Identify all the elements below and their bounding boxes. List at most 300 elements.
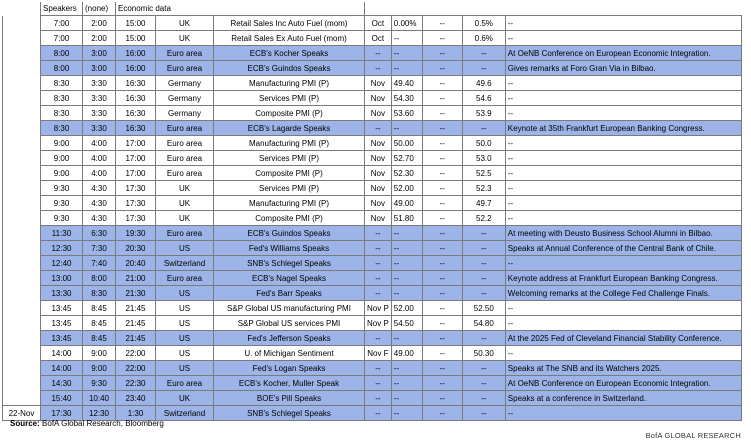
table-row [3, 211, 742, 226]
bofa-cell: -- [422, 211, 462, 226]
time-ny-cell: 7:40 [83, 256, 116, 271]
consensus-cell: -- [462, 406, 505, 421]
actual-cell: -- [391, 31, 422, 46]
bofa-cell: -- [422, 121, 462, 136]
bofa-cell: -- [422, 406, 462, 421]
consensus-cell: 50.30 [462, 346, 505, 361]
note-cell: Speaks at Annual Conference of the Central Bank of Chile. [505, 241, 741, 256]
consensus-cell: -- [462, 286, 505, 301]
table-row [3, 391, 742, 406]
bofa-cell: -- [422, 286, 462, 301]
date-cell [3, 346, 41, 361]
note-cell: -- [505, 166, 741, 181]
date-cell [3, 286, 41, 301]
period-cell: -- [365, 241, 392, 256]
source-text: BofA Global Research, Bloomberg [42, 419, 164, 428]
table-row [3, 31, 742, 46]
note-cell: -- [505, 346, 741, 361]
consensus-cell: 53.9 [462, 106, 505, 121]
time-gmt-cell: 9:30 [41, 196, 83, 211]
event-cell: Fed's Jefferson Speaks [214, 331, 365, 346]
actual-cell: 52.00 [391, 181, 422, 196]
actual-cell: 52.70 [391, 151, 422, 166]
consensus-cell: 50.0 [462, 136, 505, 151]
date-cell [3, 241, 41, 256]
period-cell: -- [365, 46, 392, 61]
period-cell: Nov F [365, 346, 392, 361]
note-cell: -- [505, 31, 741, 46]
event-cell: Manufacturing PMI (P) [214, 196, 365, 211]
date-cell: 22-Nov [3, 406, 41, 421]
period-cell: Nov [365, 211, 392, 226]
region-cell: Euro area [156, 61, 214, 76]
period-cell: Nov [365, 136, 392, 151]
consensus-cell: -- [462, 256, 505, 271]
consensus-cell: -- [462, 121, 505, 136]
date-cell [3, 331, 41, 346]
table-row [3, 316, 742, 331]
region-cell: Germany [156, 76, 214, 91]
time-hk-cell: 16:30 [116, 106, 156, 121]
date-cell [3, 106, 41, 121]
note-cell: -- [505, 301, 741, 316]
time-ny-cell: 3:30 [83, 106, 116, 121]
region-cell: Switzerland [156, 406, 214, 421]
consensus-cell: -- [462, 226, 505, 241]
note-cell: Keynote address at Frankfurt European Banking Congress. [505, 271, 741, 286]
consensus-cell: 52.3 [462, 181, 505, 196]
table-row [3, 76, 742, 91]
actual-cell: 50.00 [391, 136, 422, 151]
time-hk-cell: 16:00 [116, 61, 156, 76]
period-cell: Nov P [365, 316, 392, 331]
table-row [3, 226, 742, 241]
table-row [3, 301, 742, 316]
note-cell: Speaks at a conference in Switzerland. [505, 391, 741, 406]
note-cell: -- [505, 211, 741, 226]
brand-footer: BofA GLOBAL RESEARCH [645, 431, 741, 440]
table-row [3, 61, 742, 76]
time-ny-cell: 9:30 [83, 376, 116, 391]
actual-cell: 49.40 [391, 76, 422, 91]
region-cell: UK [156, 16, 214, 31]
consensus-cell: 49.6 [462, 76, 505, 91]
time-gmt-cell: 13:45 [41, 331, 83, 346]
event-cell: ECB's Guindos Speaks [214, 61, 365, 76]
date-cell [3, 31, 41, 46]
time-hk-cell: 21:30 [116, 286, 156, 301]
time-hk-cell: 16:30 [116, 91, 156, 106]
date-cell [3, 301, 41, 316]
time-hk-cell: 21:00 [116, 271, 156, 286]
bofa-cell: -- [422, 226, 462, 241]
event-cell: Composite PMI (P) [214, 166, 365, 181]
time-hk-cell: 17:00 [116, 136, 156, 151]
time-gmt-cell: 9:00 [41, 151, 83, 166]
actual-cell: -- [391, 376, 422, 391]
period-cell: -- [365, 121, 392, 136]
date-cell [3, 391, 41, 406]
region-cell: Euro area [156, 46, 214, 61]
actual-cell: 52.30 [391, 166, 422, 181]
consensus-cell: -- [462, 46, 505, 61]
region-cell: UK [156, 181, 214, 196]
header-blank [3, 2, 41, 16]
region-cell: Euro area [156, 136, 214, 151]
table-row [3, 106, 742, 121]
consensus-cell: 52.50 [462, 301, 505, 316]
time-gmt-cell: 14:00 [41, 361, 83, 376]
consensus-cell: -- [462, 271, 505, 286]
date-cell [3, 271, 41, 286]
time-hk-cell: 17:00 [116, 151, 156, 166]
note-cell: Speaks at The SNB and its Watchers 2025. [505, 361, 741, 376]
time-ny-cell: 7:30 [83, 241, 116, 256]
time-hk-cell: 21:45 [116, 331, 156, 346]
time-gmt-cell: 14:30 [41, 376, 83, 391]
event-cell: Manufacturing PMI (P) [214, 76, 365, 91]
time-hk-cell: 15:00 [116, 16, 156, 31]
time-ny-cell: 8:45 [83, 331, 116, 346]
region-cell: Euro area [156, 271, 214, 286]
table-row [3, 346, 742, 361]
time-gmt-cell: 13:00 [41, 271, 83, 286]
note-cell: -- [505, 316, 741, 331]
region-cell: Euro area [156, 226, 214, 241]
period-cell: -- [365, 286, 392, 301]
note-cell: -- [505, 106, 741, 121]
table-row [3, 361, 742, 376]
actual-cell: -- [391, 271, 422, 286]
region-cell: US [156, 286, 214, 301]
period-cell: -- [365, 331, 392, 346]
time-ny-cell: 4:00 [83, 166, 116, 181]
date-cell [3, 226, 41, 241]
actual-cell: -- [391, 241, 422, 256]
time-hk-cell: 19:30 [116, 226, 156, 241]
region-cell: UK [156, 391, 214, 406]
event-cell: BOE's Pill Speaks [214, 391, 365, 406]
time-ny-cell: 3:30 [83, 76, 116, 91]
region-cell: US [156, 301, 214, 316]
note-cell: -- [505, 136, 741, 151]
consensus-cell: 52.5 [462, 166, 505, 181]
table-row [3, 331, 742, 346]
period-cell: Nov P [365, 301, 392, 316]
date-cell [3, 61, 41, 76]
time-hk-cell: 16:00 [116, 46, 156, 61]
region-cell: Euro area [156, 376, 214, 391]
bofa-cell: -- [422, 76, 462, 91]
table-row [3, 241, 742, 256]
note-cell: Welcoming remarks at the College Fed Challenge Finals. [505, 286, 741, 301]
date-cell [3, 151, 41, 166]
note-cell: At meeting with Deusto Business School Alumni in Bilbao. [505, 226, 741, 241]
bofa-cell: -- [422, 196, 462, 211]
bofa-cell: -- [422, 31, 462, 46]
bofa-cell: -- [422, 181, 462, 196]
time-hk-cell: 20:40 [116, 256, 156, 271]
time-ny-cell: 4:30 [83, 181, 116, 196]
time-ny-cell: 4:30 [83, 196, 116, 211]
note-cell: Keynote at 35th Frankfurt European Banking Congress. [505, 121, 741, 136]
time-ny-cell: 12:30 [83, 406, 116, 421]
actual-cell: 51.80 [391, 211, 422, 226]
actual-cell: 53.60 [391, 106, 422, 121]
consensus-cell: 49.7 [462, 196, 505, 211]
event-cell: ECB's Lagarde Speaks [214, 121, 365, 136]
source-note [10, 419, 164, 428]
event-cell: U. of Michigan Sentiment [214, 346, 365, 361]
region-cell: Germany [156, 106, 214, 121]
period-cell: Nov [365, 91, 392, 106]
bofa-cell: -- [422, 271, 462, 286]
date-cell [3, 91, 41, 106]
time-ny-cell: 8:45 [83, 301, 116, 316]
consensus-cell: 0.6% [462, 31, 505, 46]
time-gmt-cell: 8:30 [41, 91, 83, 106]
event-cell: ECB's Guindos Speaks [214, 226, 365, 241]
period-cell: -- [365, 271, 392, 286]
time-gmt-cell: 9:00 [41, 136, 83, 151]
period-cell: Nov [365, 181, 392, 196]
time-hk-cell: 17:30 [116, 181, 156, 196]
period-cell: -- [365, 361, 392, 376]
time-hk-cell: 17:30 [116, 196, 156, 211]
region-cell: US [156, 316, 214, 331]
consensus-cell: -- [462, 376, 505, 391]
region-cell: US [156, 346, 214, 361]
consensus-cell: 53.0 [462, 151, 505, 166]
region-cell: Euro area [156, 166, 214, 181]
table-body [3, 2, 742, 421]
period-cell: Nov [365, 106, 392, 121]
bofa-cell: -- [422, 256, 462, 271]
time-ny-cell: 3:00 [83, 61, 116, 76]
time-ny-cell: 10:40 [83, 391, 116, 406]
consensus-cell: -- [462, 61, 505, 76]
date-cell [3, 211, 41, 226]
time-ny-cell: 3:00 [83, 46, 116, 61]
time-ny-cell: 4:00 [83, 151, 116, 166]
time-gmt-cell: 7:00 [41, 16, 83, 31]
header-row [3, 2, 742, 16]
table-row [3, 166, 742, 181]
table-row [3, 196, 742, 211]
event-cell: Composite PMI (P) [214, 106, 365, 121]
time-ny-cell: 8:30 [83, 286, 116, 301]
period-cell: -- [365, 406, 392, 421]
table-row [3, 181, 742, 196]
event-cell: Fed's Barr Speaks [214, 286, 365, 301]
actual-cell: -- [391, 256, 422, 271]
bofa-cell: -- [422, 151, 462, 166]
table-row [3, 16, 742, 31]
consensus-cell: 52.2 [462, 211, 505, 226]
region-cell: Euro area [156, 121, 214, 136]
date-cell [3, 166, 41, 181]
header-filler [365, 2, 742, 16]
time-ny-cell: 2:00 [83, 16, 116, 31]
period-cell: -- [365, 61, 392, 76]
time-ny-cell: 8:00 [83, 271, 116, 286]
table-row [3, 256, 742, 271]
time-ny-cell: 9:00 [83, 346, 116, 361]
actual-cell: -- [391, 46, 422, 61]
table-row [3, 376, 742, 391]
bofa-cell: -- [422, 106, 462, 121]
actual-cell: 49.00 [391, 346, 422, 361]
actual-cell: 0.00% [391, 16, 422, 31]
date-cell [3, 361, 41, 376]
time-gmt-cell: 12:30 [41, 241, 83, 256]
date-cell [3, 121, 41, 136]
time-hk-cell: 16:30 [116, 121, 156, 136]
time-gmt-cell: 8:00 [41, 46, 83, 61]
header-none: (none) [83, 2, 116, 16]
region-cell: US [156, 241, 214, 256]
event-cell: S&P Global US manufacturing PMI [214, 301, 365, 316]
time-hk-cell: 15:00 [116, 31, 156, 46]
note-cell: -- [505, 91, 741, 106]
actual-cell: -- [391, 61, 422, 76]
time-hk-cell: 21:45 [116, 316, 156, 331]
source-label: Source: [10, 419, 40, 428]
region-cell: UK [156, 196, 214, 211]
table-row [3, 136, 742, 151]
bofa-cell: -- [422, 241, 462, 256]
date-cell [3, 16, 41, 31]
time-ny-cell: 6:30 [83, 226, 116, 241]
event-cell: Services PMI (P) [214, 151, 365, 166]
actual-cell: -- [391, 406, 422, 421]
event-cell: ECB's Nagel Speaks [214, 271, 365, 286]
economic-calendar-table [2, 2, 742, 421]
bofa-cell: -- [422, 61, 462, 76]
bofa-cell: -- [422, 301, 462, 316]
date-cell [3, 46, 41, 61]
actual-cell: -- [391, 331, 422, 346]
bofa-cell: -- [422, 331, 462, 346]
time-gmt-cell: 8:30 [41, 76, 83, 91]
table-row [3, 46, 742, 61]
event-cell: Retail Sales Ex Auto Fuel (mom) [214, 31, 365, 46]
region-cell: Switzerland [156, 256, 214, 271]
time-hk-cell: 22:00 [116, 361, 156, 376]
actual-cell: 52.00 [391, 301, 422, 316]
time-hk-cell: 20:30 [116, 241, 156, 256]
actual-cell: 49.00 [391, 196, 422, 211]
note-cell: At OeNB Conference on European Economic Integration. [505, 46, 741, 61]
time-gmt-cell: 8:00 [41, 61, 83, 76]
date-cell [3, 181, 41, 196]
time-gmt-cell: 11:30 [41, 226, 83, 241]
consensus-cell: 54.80 [462, 316, 505, 331]
date-cell [3, 376, 41, 391]
actual-cell: -- [391, 121, 422, 136]
time-gmt-cell: 12:40 [41, 256, 83, 271]
note-cell: Gives remarks at Foro Gran Via in Bilbao. [505, 61, 741, 76]
header-economic-data: Economic data [116, 2, 365, 16]
table-row [3, 271, 742, 286]
region-cell: US [156, 331, 214, 346]
time-hk-cell: 17:00 [116, 166, 156, 181]
bofa-cell: -- [422, 361, 462, 376]
table-row [3, 151, 742, 166]
note-cell: -- [505, 256, 741, 271]
note-cell: -- [505, 76, 741, 91]
region-cell: UK [156, 31, 214, 46]
event-cell: Retail Sales Inc Auto Fuel (mom) [214, 16, 365, 31]
consensus-cell: -- [462, 391, 505, 406]
time-hk-cell: 1:30 [116, 406, 156, 421]
time-gmt-cell: 8:30 [41, 121, 83, 136]
consensus-cell: -- [462, 241, 505, 256]
note-cell: At OeNB Conference on European Economic Integration. [505, 376, 741, 391]
table-row [3, 91, 742, 106]
actual-cell: -- [391, 391, 422, 406]
bofa-cell: -- [422, 316, 462, 331]
event-cell: ECB's Kocher, Muller Speak [214, 376, 365, 391]
bofa-cell: -- [422, 346, 462, 361]
event-cell: Services PMI (P) [214, 181, 365, 196]
date-cell [3, 256, 41, 271]
consensus-cell: -- [462, 331, 505, 346]
period-cell: -- [365, 226, 392, 241]
event-cell: Services PMI (P) [214, 91, 365, 106]
time-gmt-cell: 14:00 [41, 346, 83, 361]
event-cell: SNB's Schlegel Speaks [214, 256, 365, 271]
period-cell: -- [365, 391, 392, 406]
period-cell: -- [365, 256, 392, 271]
time-gmt-cell: 15:40 [41, 391, 83, 406]
region-cell: US [156, 361, 214, 376]
region-cell: Euro area [156, 151, 214, 166]
time-ny-cell: 8:45 [83, 316, 116, 331]
time-ny-cell: 4:30 [83, 211, 116, 226]
time-gmt-cell: 9:00 [41, 166, 83, 181]
time-gmt-cell: 17:30 [41, 406, 83, 421]
actual-cell: -- [391, 226, 422, 241]
region-cell: Germany [156, 91, 214, 106]
time-gmt-cell: 7:00 [41, 31, 83, 46]
bofa-cell: -- [422, 136, 462, 151]
event-cell: Manufacturing PMI (P) [214, 136, 365, 151]
actual-cell: 54.50 [391, 316, 422, 331]
header-speakers: Speakers [41, 2, 83, 16]
time-ny-cell: 4:00 [83, 136, 116, 151]
actual-cell: 54.30 [391, 91, 422, 106]
actual-cell: -- [391, 361, 422, 376]
bofa-cell: -- [422, 391, 462, 406]
bofa-cell: -- [422, 16, 462, 31]
note-cell: -- [505, 406, 741, 421]
event-cell: SNB's Schlegel Speaks [214, 406, 365, 421]
consensus-cell: 54.6 [462, 91, 505, 106]
time-gmt-cell: 8:30 [41, 106, 83, 121]
bofa-cell: -- [422, 376, 462, 391]
note-cell: -- [505, 181, 741, 196]
time-hk-cell: 16:30 [116, 76, 156, 91]
event-cell: S&P Global US services PMI [214, 316, 365, 331]
period-cell: Nov [365, 166, 392, 181]
period-cell: Nov [365, 151, 392, 166]
time-hk-cell: 23:40 [116, 391, 156, 406]
time-ny-cell: 2:00 [83, 31, 116, 46]
note-cell: -- [505, 16, 741, 31]
period-cell: -- [365, 376, 392, 391]
event-cell: Fed's Williams Speaks [214, 241, 365, 256]
